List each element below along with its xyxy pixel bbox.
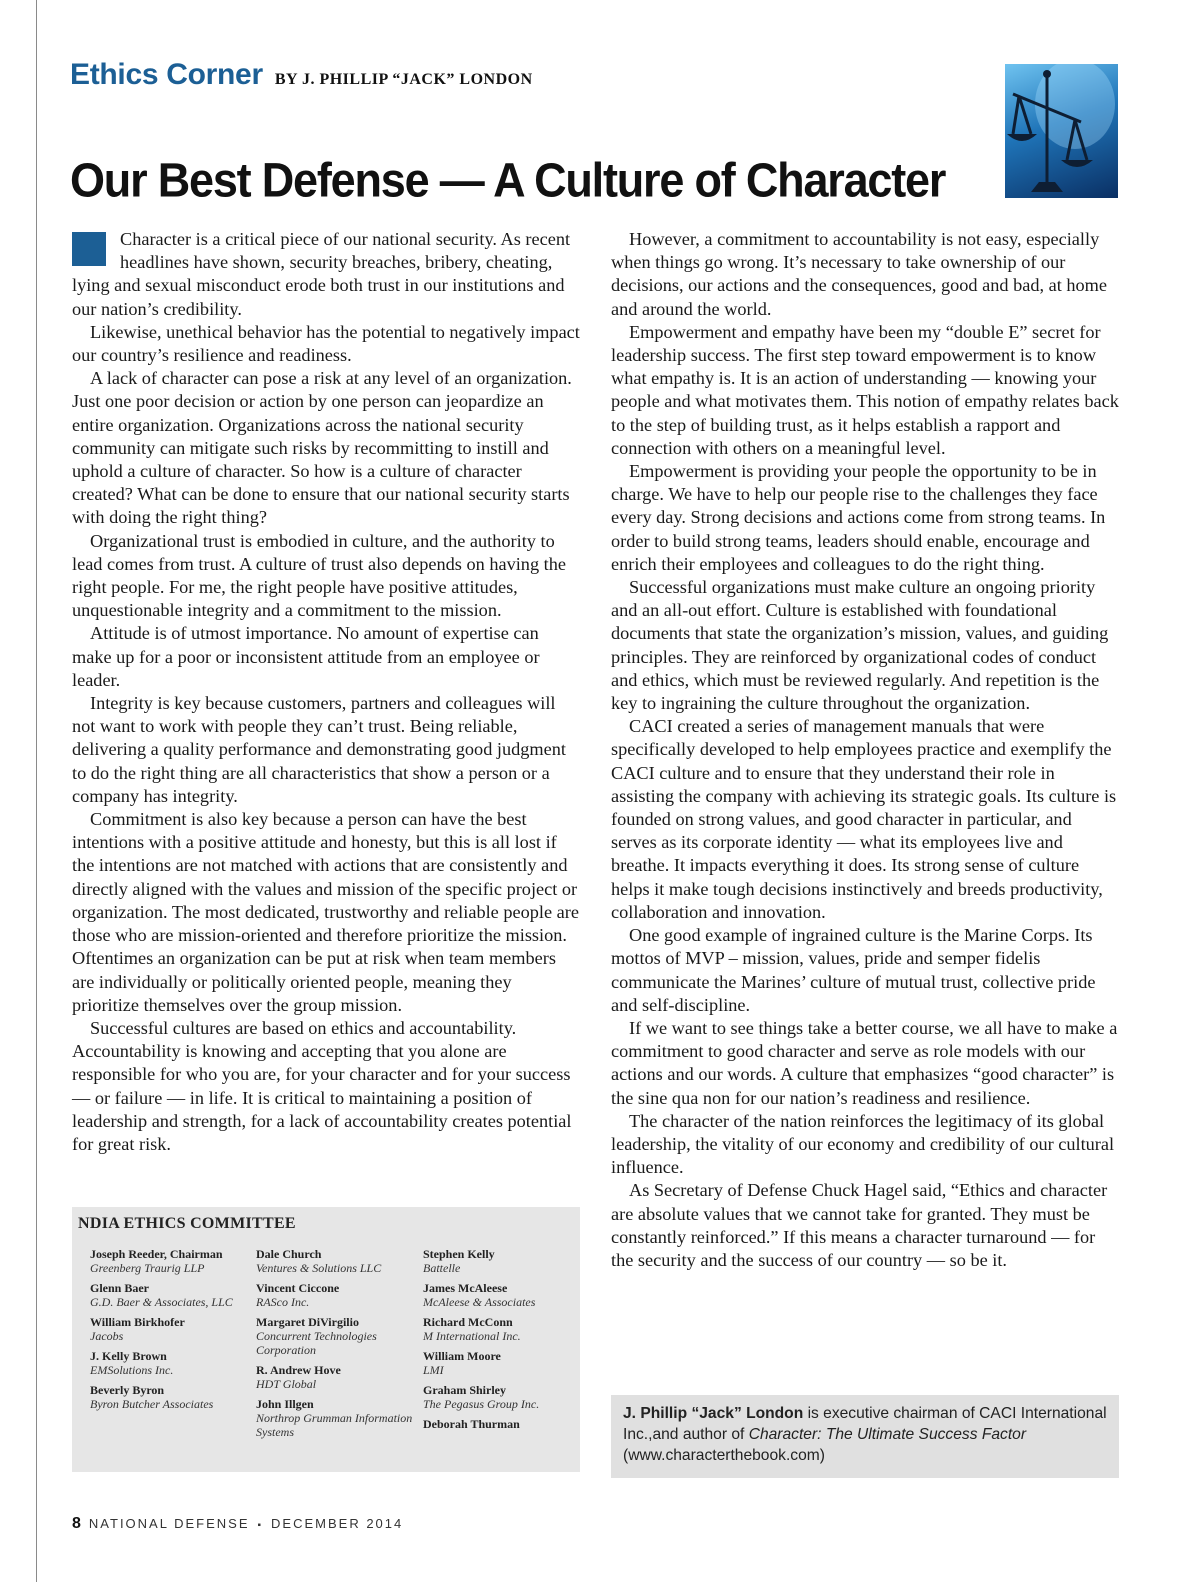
committee-member — [423, 1349, 583, 1377]
member-name: R. Andrew Hove — [256, 1363, 341, 1377]
section-title: Ethics Corner — [70, 58, 263, 91]
paragraph: Empowerment is providing your people the opportunity to be in charge. We have to help our people rise to the challenges they face every day. Strong decisions and actions come from strong teams. In order to build strong teams, leaders should enable, encourage and enrich their employees and colleagues to do the right thing. — [611, 461, 1106, 574]
paragraph: The character of the nation reinforces the legitimacy of its global leadership, the vitality of our economy and credibility of our cultural influence. — [611, 1110, 1115, 1178]
bio-text: is executive chairman of CACI International Inc.,and author of — [623, 1405, 1107, 1443]
committee-member — [256, 1281, 416, 1309]
committee-member — [90, 1247, 250, 1275]
member-org: RASco Inc. — [256, 1295, 310, 1309]
paragraph: CACI created a series of management manuals that were specifically developed to help employees practice and exemplify the CACI culture and to ensure that they understand their role in assisting the company with achieving its strategic goals. Its culture is founded on strong values, and good character in particular, and serves as its corporate identity — what its employees live and breathe. It impacts everything it does. Its strong sense of culture helps it make tough decisions instinctively and breeds productivity, collaboration and innovation. — [611, 716, 1117, 922]
paragraph: Commitment is also key because a person can have the best intentions with a positive attitude and honesty, but this is all lost if the intentions are not matched with actions that are consistently and directly aligned with the values and mission of the specific project or organization. The most dedicated, trustworthy and reliable people are those who are mission-oriented and therefore prioritize the mission. Oftentimes an organization can be put at risk when team members are individually or politically oriented people, meaning they prioritize themselves over the group mission. — [72, 809, 579, 1015]
page-number: 8 — [72, 1515, 81, 1532]
member-org: Byron Butcher Associates — [90, 1397, 214, 1411]
member-org: EMSolutions Inc. — [90, 1363, 174, 1377]
member-name: Graham Shirley — [423, 1383, 506, 1397]
member-name: Stephen Kelly — [423, 1247, 495, 1261]
article-right-column — [611, 228, 1119, 1272]
committee-member — [256, 1247, 416, 1275]
committee-member — [90, 1315, 250, 1343]
member-org: The Pegasus Group Inc. — [423, 1397, 540, 1411]
member-name: James McAleese — [423, 1281, 508, 1295]
bio-text-end: (www.characterthebook.com) — [623, 1447, 825, 1464]
committee-member — [90, 1383, 250, 1411]
committee-column — [256, 1247, 416, 1445]
member-org: McAleese & Associates — [423, 1295, 536, 1309]
footer-separator: ▪ — [257, 1520, 264, 1531]
committee-member — [256, 1315, 416, 1357]
member-name: Deborah Thurman — [423, 1417, 520, 1431]
member-name: William Moore — [423, 1349, 501, 1363]
member-org: Jacobs — [90, 1329, 124, 1343]
article-left-column — [72, 228, 580, 1156]
byline: BY J. PHILLIP “JACK” LONDON — [274, 71, 533, 88]
paragraph: Likewise, unethical behavior has the potential to negatively impact our country’s resilience and readiness. — [72, 321, 580, 366]
member-name: Joseph Reeder, Chairman — [90, 1247, 223, 1261]
committee-member — [256, 1397, 416, 1439]
paragraph: If we want to see things take a better course, we all have to make a commitment to good character and serve as role models with our actions and our words. A culture that emphasizes “good character” is the sine qua non for our nation’s readiness and resilience. — [611, 1017, 1118, 1108]
paragraph: Successful cultures are based on ethics and accountability. Accountability is knowing and accepting that you alone are responsible for who you are, for your character and for your success — or failure — in life. It is critical to maintaining a position of leadership and strength, for a lack of accountability creates potential for great risk. — [72, 1017, 572, 1154]
page-margin-rule — [36, 0, 37, 1582]
member-org: Battelle — [423, 1261, 461, 1275]
committee-member — [423, 1315, 583, 1343]
committee-member — [90, 1349, 250, 1377]
committee-member — [423, 1247, 583, 1275]
committee-column — [423, 1247, 583, 1437]
member-name: Richard McConn — [423, 1315, 513, 1329]
member-name: Vincent Ciccone — [256, 1281, 340, 1295]
member-name: John Illgen — [256, 1397, 314, 1411]
paragraph: A lack of character can pose a risk at any level of an organization. Just one poor decision or action by one person can jeopardize an entire organization. Organizations across the national security community can mitigate such risks by recommitting to instill and uphold a culture of character. So how is a culture of character created? What can be done to ensure that our national security starts with doing the right thing? — [72, 368, 572, 528]
paragraph: Organizational trust is embodied in culture, and the authority to lead comes from trust. A culture of trust also depends on having the right people. For me, the right people have positive attitudes, unquestionable integrity and a commitment to the mission. — [72, 530, 566, 621]
member-name: Dale Church — [256, 1247, 322, 1261]
paragraph — [72, 228, 580, 321]
scales-of-justice-icon — [1005, 64, 1118, 198]
paragraph: Empowerment and empathy have been my “double E” secret for leadership success. The first step toward empowerment is to know what empathy is. It is an action of understanding — knowing your people and what motivates them. This notion of empathy relates back to the step of building trust, as it helps establish a rapport and connection with others on a meaningful level. — [611, 321, 1119, 458]
author-bio-box — [611, 1395, 1119, 1478]
bio-author-name: J. Phillip “Jack” London — [623, 1405, 804, 1422]
committee-member — [423, 1281, 583, 1309]
paragraph: Integrity is key because customers, partners and colleagues will not want to work with people they can’t trust. Being reliable, delivering a quality performance and demonstrating good judgment to do the right thing are all characteristics that show a person or a company has integrity. — [72, 693, 566, 806]
issue-date: DECEMBER 2014 — [271, 1516, 404, 1531]
committee-member — [423, 1383, 583, 1411]
publication-name: NATIONAL DEFENSE — [88, 1516, 250, 1531]
member-name: Beverly Byron — [90, 1383, 165, 1397]
member-org: HDT Global — [256, 1377, 317, 1391]
member-name: J. Kelly Brown — [90, 1349, 167, 1363]
member-name: Glenn Baer — [90, 1281, 149, 1295]
drop-cap-square — [72, 232, 106, 266]
page-footer — [72, 1515, 403, 1533]
paragraph: One good example of ingrained culture is the Marine Corps. Its mottos of MVP – mission, values, pride and semper fidelis communicate the Marines’ culture of mutual trust, collective pride and self-discipline. — [611, 925, 1096, 1015]
committee-column — [90, 1247, 250, 1417]
member-org: LMI — [423, 1363, 444, 1377]
member-org: Concurrent Technologies Corporation — [256, 1329, 377, 1357]
paragraph: Successful organizations must make culture an ongoing priority and an all-out effort. Culture is established with foundational documents that state the organization’s mission, values, and guiding principles. They are reinforced by organizational codes of conduct and ethics, which must be reviewed regularly. And repetition is the key to ingraining the culture throughout the organization. — [611, 577, 1109, 714]
member-name: Margaret DiVirgilio — [256, 1315, 359, 1329]
committee-member — [90, 1281, 250, 1309]
paragraph: As Secretary of Defense Chuck Hagel said, “Ethics and character are absolute values that we cannot take for granted. They must be constantly reinforced.” If this means a character turnaround — for the security and the success of our country — so be it. — [611, 1180, 1108, 1270]
section-kicker — [70, 58, 533, 92]
ethics-committee-box — [72, 1207, 580, 1472]
article-headline: Our Best Defense — A Culture of Character — [70, 152, 946, 208]
member-org: Greenberg Traurig LLP — [90, 1261, 205, 1275]
paragraph: Attitude is of utmost importance. No amount of expertise can make up for a poor or inconsistent attitude from an employee or leader. — [72, 623, 540, 690]
paragraph-text: Character is a critical piece of our national security. As recent headlines have shown, security breaches, bribery, cheating, lying and sexual misconduct erode both trust in our institutions and our nation’s credibility. — [72, 229, 571, 319]
member-org: M International Inc. — [423, 1329, 521, 1343]
paragraph: However, a commitment to accountability is not easy, especially when things go wrong. It’s necessary to take ownership of our decisions, our actions and the consequences, good and bad, at home and around the world. — [611, 229, 1107, 319]
member-name: William Birkhofer — [90, 1315, 185, 1329]
committee-member — [423, 1417, 583, 1431]
bio-book-title: Character: The Ultimate Success Factor — [748, 1426, 1027, 1443]
member-org: Ventures & Solutions LLC — [256, 1261, 382, 1275]
committee-heading: NDIA ETHICS COMMITTEE — [78, 1215, 296, 1232]
member-org: G.D. Baer & Associates, LLC — [90, 1295, 233, 1309]
committee-member — [256, 1363, 416, 1391]
member-org: Northrop Grumman Information Systems — [256, 1411, 413, 1439]
